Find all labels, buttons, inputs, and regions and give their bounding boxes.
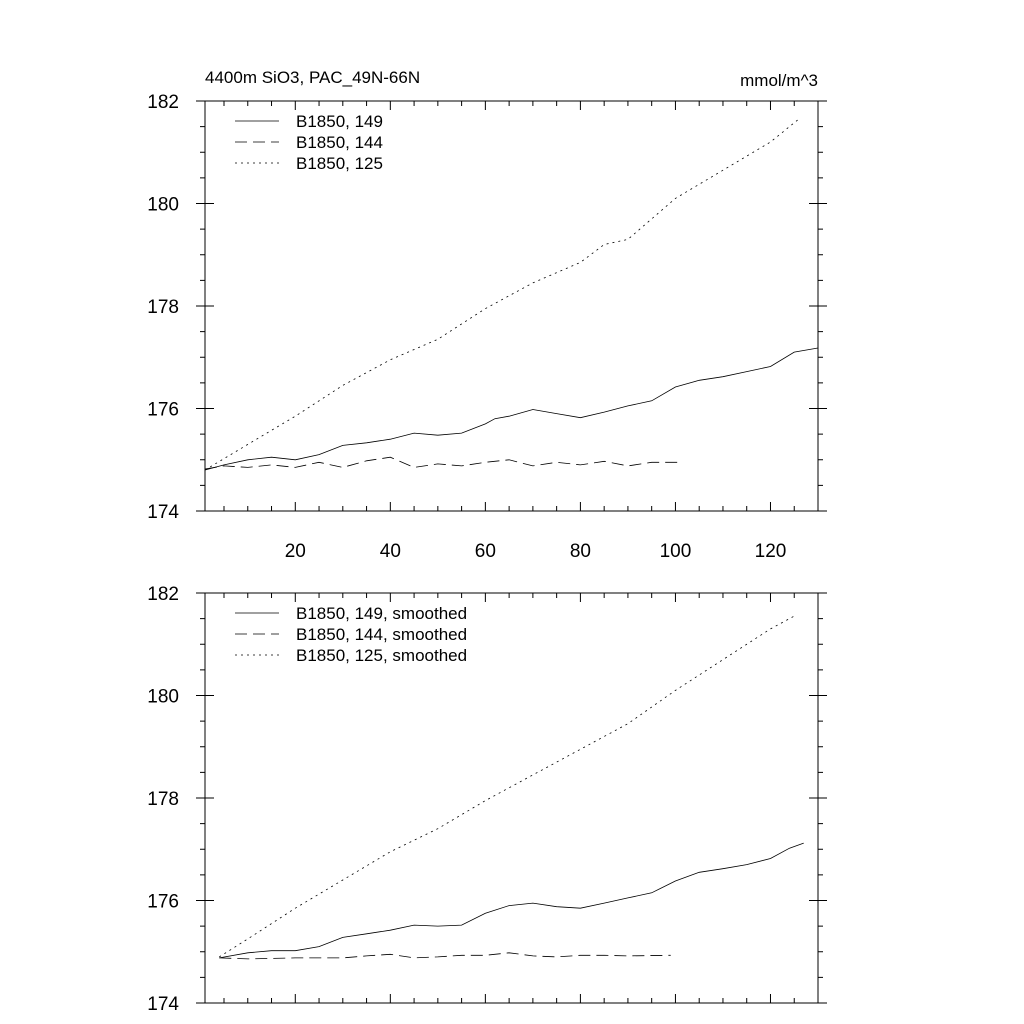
- top-x-tick-label: 60: [474, 541, 496, 562]
- bottom-y-tick-label: 176: [147, 891, 179, 913]
- bottom-legend-label: B1850, 149, smoothed: [296, 604, 468, 623]
- bottom-legend-label: B1850, 125, smoothed: [296, 646, 468, 665]
- bottom-series-line-dotted: [219, 616, 794, 957]
- top-y-tick-label: 180: [147, 194, 179, 216]
- bottom-y-tick-label: 182: [147, 584, 179, 605]
- top-x-tick-label: 120: [754, 541, 787, 562]
- bottom-y-tick-label: 178: [147, 789, 179, 810]
- bottom-y-tick-label: 180: [147, 686, 179, 708]
- top-y-tick-label: 182: [147, 92, 179, 113]
- bottom-series-line-dashed: [219, 953, 670, 959]
- top-y-tick-label: 174: [147, 502, 179, 523]
- top-panel: [147, 68, 827, 562]
- bottom-y-tick-label: 174: [147, 994, 179, 1015]
- top-x-tick-label: 80: [569, 541, 591, 562]
- top-x-tick-label: 100: [659, 541, 692, 562]
- top-y-tick-label: 176: [147, 399, 179, 421]
- top-x-tick-label: 40: [379, 541, 401, 562]
- top-x-tick-label: 20: [284, 541, 306, 562]
- top-series-line-dashed: [205, 457, 680, 469]
- bottom-series-line-solid: [219, 843, 803, 958]
- top-chart-title: 4400m SiO3, PAC_49N-66N: [205, 68, 421, 87]
- top-legend-label: B1850, 125: [296, 154, 383, 173]
- bottom-legend-label: B1850, 144, smoothed: [296, 625, 468, 644]
- top-legend-label: B1850, 144: [296, 133, 383, 152]
- top-units-label: mmol/m^3: [740, 71, 818, 90]
- top-series-line-solid: [205, 348, 818, 470]
- bottom-panel: [147, 584, 827, 1015]
- top-legend-label: B1850, 149: [296, 112, 383, 131]
- top-y-tick-label: 178: [147, 297, 179, 318]
